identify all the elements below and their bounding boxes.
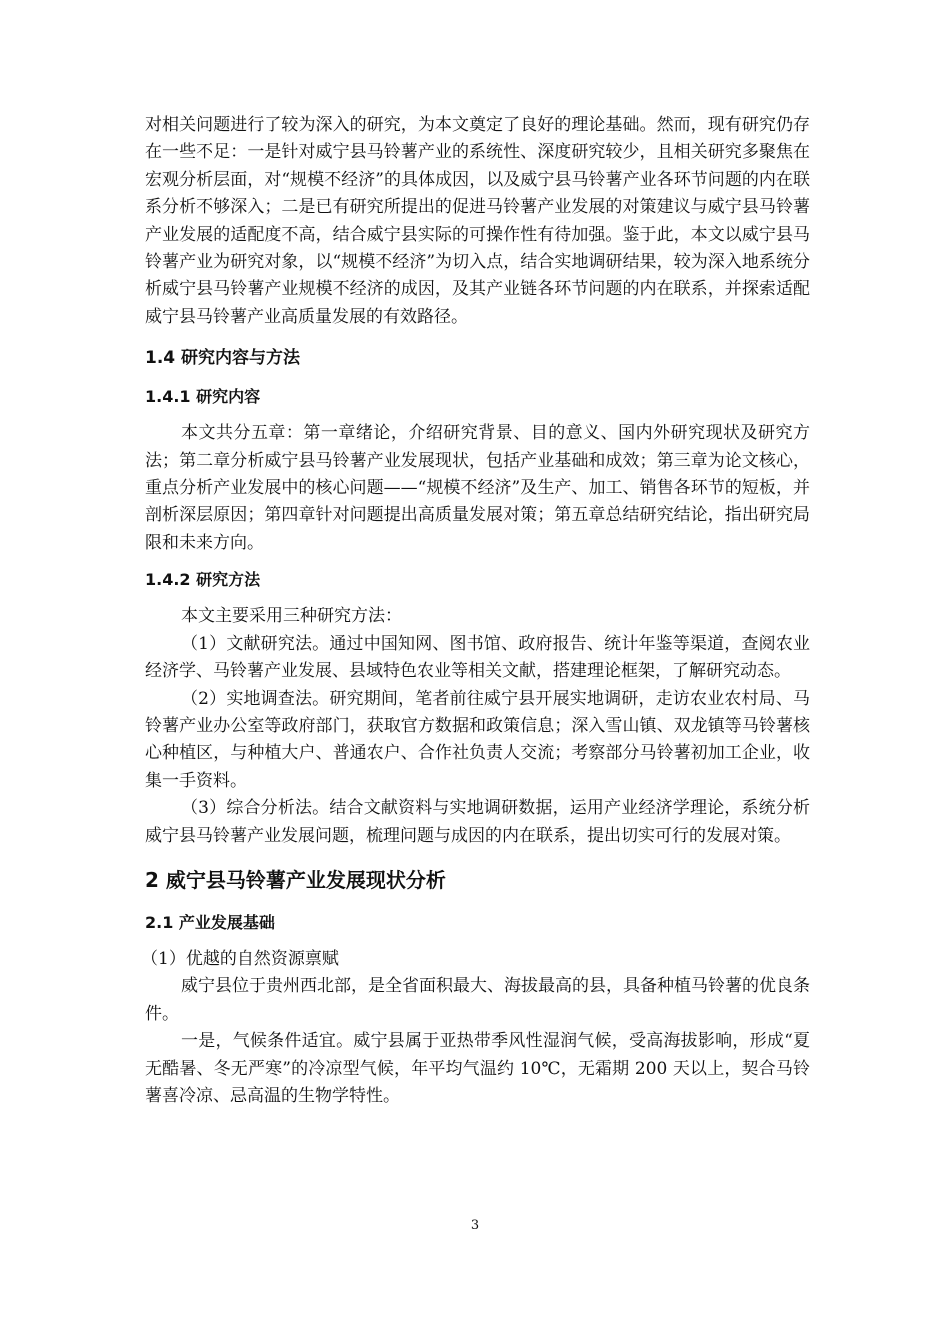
- item-label-natural-resources: （1）优越的自然资源禀赋: [141, 948, 339, 969]
- method-field-survey: （2）实地调查法。研究期间，笔者前往威宁县开展实地调研，走访农业农村局、马铃薯产业办公室等政府部门，获取官方数据和政策信息；深入雪山镇、双龙镇等马铃薯核心种植区，与种植大户、普通农户、合作社负责人交流；考察部分马铃薯初加工企业，收集一手资料。: [145, 688, 810, 791]
- method-literature: （1）文献研究法。通过中国知网、图书馆、政府报告、统计年鉴等渠道，查阅农业经济学、马铃薯产业发展、县域特色农业等相关文献，搭建理论框架，了解研究动态。: [145, 633, 810, 682]
- subsection-heading-1-4-1: 1.4.1 研究内容: [145, 387, 261, 407]
- section-heading-2-1: 2.1 产业发展基础: [145, 912, 275, 932]
- research-content-paragraph: 本文共分五章：第一章绪论，介绍研究背景、目的意义、国内外研究现状及研究方法；第二章分析威宁县马铃薯产业发展现状，包括产业基础和成效；第三章为论文核心，重点分析产业发展中的核心问题——“规模不经济”及生产、加工、销售各环节的短板，并剖析深层原因；第四章针对问题提出高质量发展对策；第五章总结研究结论，指出研究局限和未来方向。: [145, 423, 810, 553]
- subsection-heading-1-4-2: 1.4.2 研究方法: [145, 570, 261, 590]
- method-comprehensive-analysis: （3）综合分析法。结合文献资料与实地调研数据，运用产业经济学理论，系统分析威宁县马铃薯产业发展问题，梳理问题与成因的内在联系，提出切实可行的发展对策。: [145, 798, 810, 846]
- intro-paragraph: 对相关问题进行了较为深入的研究，为本文奠定了良好的理论基础。然而，现有研究仍存在一些不足：一是针对威宁县马铃薯产业的系统性、深度研究较少，且相关研究多聚焦在宏观分析层面，对“规模不经济”的具体成因，以及威宁县马铃薯产业各环节问题的内在联系分析不够深入；二是已有研究所提出的促进马铃薯产业发展的对策建议与威宁县马铃薯产业发展的适配度不高，结合威宁县实际的可操作性有待加强。鉴于此，本文以威宁县马铃薯产业为研究对象，以“规模不经济”为切入点，结合实地调研结果，较为深入地系统分析威宁县马铃薯产业规模不经济的成因，及其产业链各环节问题的内在联系，并探索适配威宁县马铃薯产业高质量发展的有效路径。: [145, 115, 810, 327]
- chapter-heading-2: 2 威宁县马铃薯产业发展现状分析: [145, 867, 446, 892]
- research-methods-lead: 本文主要采用三种研究方法：: [181, 606, 402, 627]
- location-paragraph: 威宁县位于贵州西北部，是全省面积最大、海拔最高的县，具备种植马铃薯的优良条件。: [145, 976, 810, 1024]
- page-number: 3: [470, 1218, 480, 1233]
- page-body: [141, 112, 810, 1110]
- climate-paragraph: 一是，气候条件适宜。威宁县属于亚热带季风性湿润气候，受高海拔影响，形成“夏无酷暑、冬无严寒”的冷凉型气候，年平均气温约 10℃，无霜期 200 天以上，契合马铃薯喜冷凉、忌高温的生物学特性。: [145, 1031, 810, 1106]
- section-heading-1-4: 1.4 研究内容与方法: [145, 348, 301, 369]
